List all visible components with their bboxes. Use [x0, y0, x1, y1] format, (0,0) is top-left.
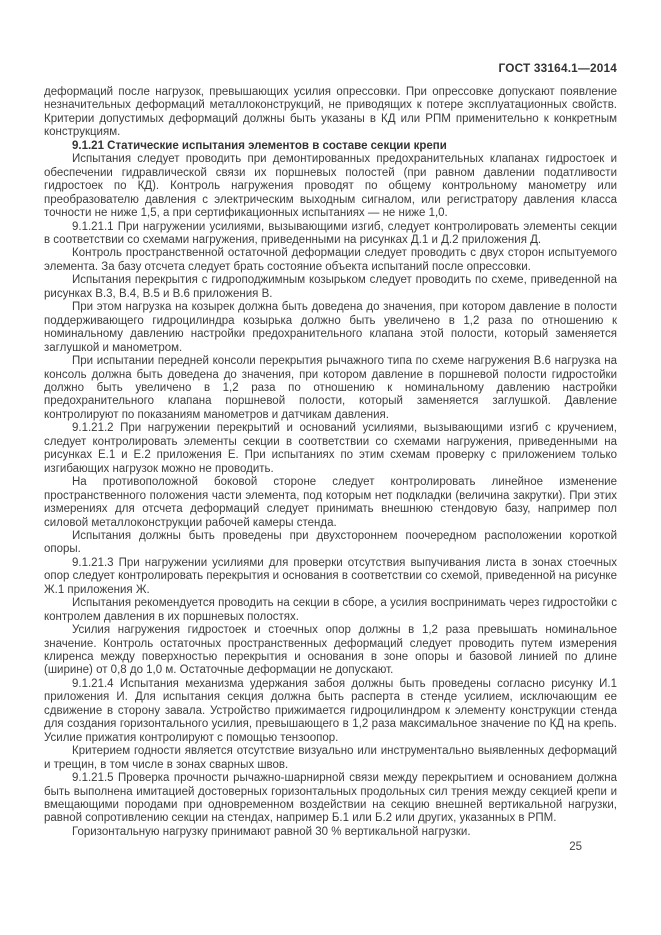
paragraph: 9.1.21.4 Испытания механизма удержания забоя должны быть проведены согласно рисунку И.1 приложения И. Для испытания секция должна быть расперта в стенде усилием, исключающим ее сдвижение в сторону завала. Устройство прижимается гидроцилиндром к элементу конструкции стенда для создания горизонтального усилия, превышающего в 1,2 раза максимальное значение по КД на крепь. Усилие прижатия контролируют с помощью тензоопор.	[44, 677, 617, 744]
paragraph: При этом нагрузка на козырек должна быть доведена до значения, при котором давление в полости поддерживающего гидроцилиндра козырька должно быть увеличено в 1,2 раза по отношению к номинальному давлению настройки предохранительного клапана этой полости, который заменяется заглушкой и манометром.	[44, 301, 617, 354]
paragraph: 9.1.21.5 Проверка прочности рычажно-шарнирной связи между перекрытием и основанием должна быть выполнена имитацией достоверных горизонтальных продольных сил трения между секцией крепи и вмещающими породами при одновременном воздействии на секцию внешней вертикальной нагрузки, равной сопротивлению секции на стендах, например Б.1 или Б.2 или других, указанных в РПМ.	[44, 772, 617, 825]
paragraph: 9.1.21.1 При нагружении усилиями, вызывающими изгиб, следует контролировать элементы секции в соответствии со схемами нагружения, приведенными на рисунках Д.1 и Д.2 приложения Д.	[44, 220, 617, 246]
paragraph: Испытания следует проводить при демонтированных предохранительных клапанах гидростоек и обеспечении гидравлической связи их поршневых полостей (при равном давлении податливости гидростоек по КД). Контроль нагружения проводят по общему контрольному манометру или преобразователю давления с электрическим выходным сигналом, или регистратору давления класса точности не ниже 1,5, а при сертификационных испытаниях — не ниже 1,0.	[44, 153, 617, 220]
paragraph: деформаций после нагрузок, превышающих усилия опрессовки. При опрессовке допускают появление незначительных деформаций металлоконструкций, не приводящих к потере эксплуатационных свойств. Критерии допустимых деформаций должны быть указаны в КД или РПМ применительно к конкретным конструкциям.	[44, 86, 617, 139]
paragraph: На противоположной боковой стороне следует контролировать линейное изменение пространственного положения части элемента, под которым нет подкладки (величина закрутки). При этих измерениях для отсчета деформаций следует принимать внешнюю стендовую базу, например пол силовой металлоконструкции рабочей камеры стенда.	[44, 476, 617, 529]
paragraph: Испытания перекрытия с гидроподжимным козырьком следует проводить по схеме, приведенной на рисунках В.3, В.4, В.5 и В.6 приложения В.	[44, 274, 617, 300]
paragraph: 9.1.21.3 При нагружении усилиями для проверки отсутствия выпучивания листа в зонах стоечных опор следует контролировать перекрытия и основания в соответствии со схемой, приведенной на рисунке Ж.1 приложения Ж.	[44, 556, 617, 596]
paragraph: Усилия нагружения гидростоек и стоечных опор должны в 1,2 раза превышать номинальное значение. Контроль остаточных пространственных деформаций следует проводить путем измерения клиренса между поверхностью перекрытия и основания в зоне опоры и базовой линией по длине (ширине) от 0,8 до 1,0 м. Остаточные деформации не допускают.	[44, 624, 617, 677]
paragraph: При испытании передней консоли перекрытия рычажного типа по схеме нагружения В.6 нагрузка на консоль должна быть доведена до значения, при котором давление в поршневой полости гидростойки должно быть увеличено в 1,2 раза по отношению к номинальному давлению настройки предохранительного клапана поршневой полости, который заменяется заглушкой. Давление контролируют по показаниям манометров и датчикам давления.	[44, 355, 617, 421]
paragraph: Контроль пространственной остаточной деформации следует проводить с двух сторон испытуемого элемента. За базу отсчета следует брать состояние объекта испытаний после опрессовки.	[44, 247, 617, 273]
page-number: 25	[569, 841, 582, 853]
standard-number-header: ГОСТ 33164.1—2014	[498, 61, 617, 75]
section-heading: 9.1.21 Статические испытания элементов в составе секции крепи	[72, 139, 447, 152]
paragraph: Горизонтальную нагрузку принимают равной 30 % вертикальной нагрузки.	[72, 825, 471, 838]
paragraph: Испытания должны быть проведены при двухстороннем поочередном расположении короткой опоры.	[44, 529, 617, 556]
document-body	[44, 86, 617, 839]
paragraph: 9.1.21.2 При нагружении перекрытий и оснований усилиями, вызывающими изгиб с кручением, следует контролировать элементы секции в соответствии со схемами нагружения, приведенными на рисунках Е.1 и Е.2 приложения Е. При испытаниях по этим схемам проверку с приложением только изгибающих нагрузок можно не проводить.	[44, 422, 617, 475]
paragraph: Испытания рекомендуется проводить на секции в сборе, а усилия воспринимать через гидростойки с контролем давления в их поршневых полостях.	[44, 597, 617, 623]
paragraph: Критерием годности является отсутствие визуально или инструментально выявленных деформаций и трещин, в том числе в зонах сварных швов.	[44, 745, 617, 771]
